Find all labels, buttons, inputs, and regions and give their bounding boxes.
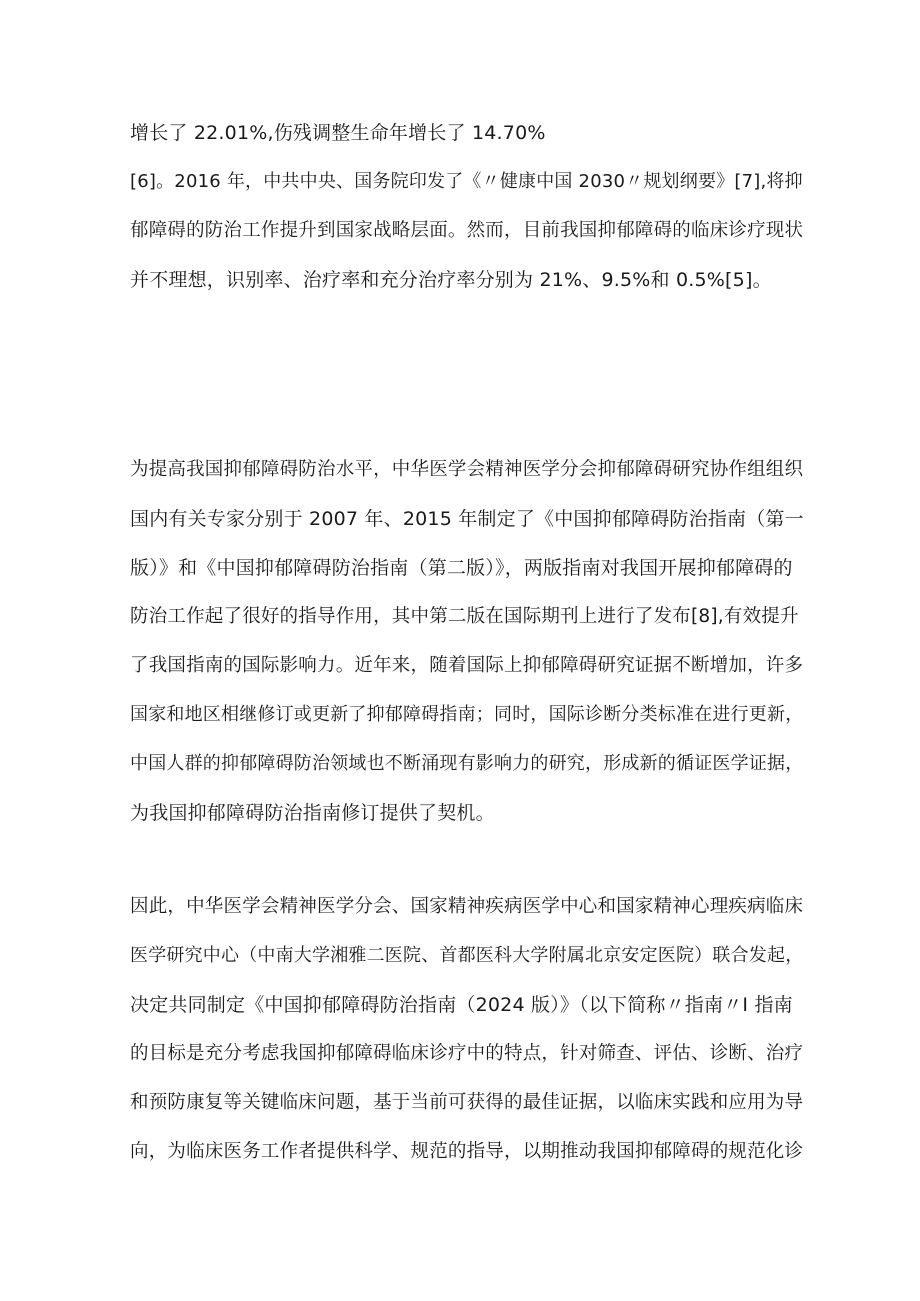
paragraph-2-line-2: 国内有关专家分别于 2007 年、2015 年制定了《中国抑郁障碍防治指南（第一 bbox=[130, 508, 804, 530]
paragraph-3-line-4: 的目标是充分考虑我国抑郁障碍临床诊疗中的特点，针对筛查、评估、诊断、治疗 bbox=[130, 1043, 804, 1064]
paragraph-2-line-5: 了我国指南的国际影响力。近年来，随着国际上抑郁障碍研究证据不断增加，许多 bbox=[130, 655, 804, 676]
paragraph-3-line-2: 医学研究中心（中南大学湘雅二医院、首都医科大学附属北京安定医院）联合发起， bbox=[130, 945, 804, 966]
paragraph-1-line-3: 郁障碍的防治工作提升到国家战略层面。然而，目前我国抑郁障碍的临床诊疗现状 bbox=[130, 220, 804, 241]
paragraph-1-line-1: 增长了 22.01%,伤残调整生命年增长了 14.70% bbox=[130, 122, 546, 144]
paragraph-2-line-4: 防治工作起了很好的指导作用，其中第二版在国际期刊上进行了发布[8],有效提升 bbox=[130, 606, 799, 627]
paragraph-2-line-7: 中国人群的抑郁障碍防治领域也不断涌现有影响力的研究，形成新的循证医学证据， bbox=[130, 753, 804, 774]
paragraph-1-line-2: [6]。2016 年，中共中央、国务院印发了《〃健康中国 2030〃规划纲要》[7],将抑 bbox=[130, 171, 803, 192]
paragraph-3-line-1: 因此，中华医学会精神医学分会、国家精神疾病医学中心和国家精神心理疾病临床 bbox=[130, 896, 804, 917]
paragraph-3-line-6: 向，为临床医务工作者提供科学、规范的指导，以期推动我国抑郁障碍的规范化诊 bbox=[130, 1141, 804, 1162]
paragraph-2-line-1: 为提高我国抑郁障碍防治水平，中华医学会精神医学分会抑郁障碍研究协作组组织 bbox=[130, 459, 804, 480]
paragraph-2-line-6: 国家和地区相继修订或更新了抑郁障碍指南；同时，国际诊断分类标准在进行更新， bbox=[130, 704, 804, 725]
paragraph-2-line-8: 为我国抑郁障碍防治指南修订提供了契机。 bbox=[130, 802, 495, 824]
paragraph-2-line-3: 版）》和《中国抑郁障碍防治指南（第二版）》，两版指南对我国开展抑郁障碍的 bbox=[130, 557, 793, 579]
paragraph-1-line-4: 并不理想，识别率、治疗率和充分治疗率分别为 21%、9.5%和 0.5%[5]。 bbox=[130, 269, 772, 291]
paragraph-3-line-5: 和预防康复等关键临床问题，基于当前可获得的最佳证据，以临床实践和应用为导 bbox=[130, 1092, 804, 1113]
paragraph-3-line-3: 决定共同制定《中国抑郁障碍防治指南（2024 版）》（以下简称〃指南〃I 指南 bbox=[130, 994, 793, 1016]
